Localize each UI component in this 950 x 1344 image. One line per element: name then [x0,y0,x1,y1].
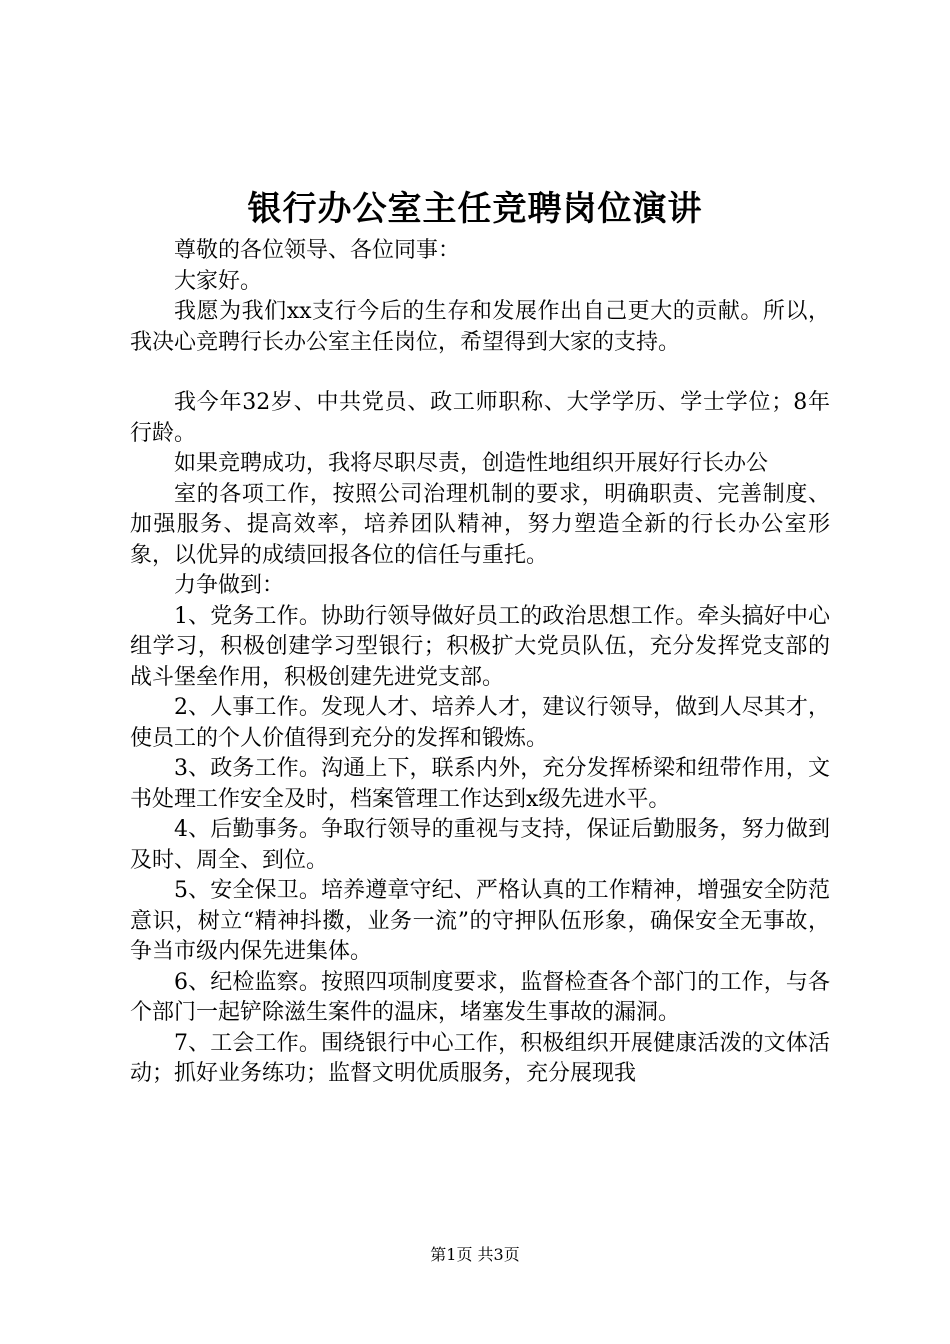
paragraph-item-6: 6、纪检监察。按照四项制度要求，监督检查各个部门的工作，与各个部门一起铲除滋生案件的温床，堵塞发生事故的漏洞。 [130,969,830,1025]
paragraph-item-5: 5、安全保卫。培养遵章守纪、严格认真的工作精神，增强安全防范意识，树立“精神抖擞，业务一流”的守押队伍形象，确保安全无事故，争当市级内保先进集体。 [130,878,830,964]
paragraph-profile: 我今年32岁、中共党员、政工师职称、大学学历、学士学位；8年行龄。 [130,390,830,446]
paragraph-item-7: 7、工会工作。围绕银行中心工作，积极组织开展健康活泼的文体活动；抓好业务练功；监督文明优质服务，充分展现我 [130,1030,830,1086]
document-body [130,236,830,1090]
page-footer: 第1页 共3页 [430,1245,520,1264]
document-title: 银行办公室主任竞聘岗位演讲 [247,189,703,229]
paragraph-item-4: 4、后勤事务。争取行领导的重视与支持，保证后勤服务，努力做到及时、周全、到位。 [130,817,830,873]
paragraph-goals-heading: 力争做到： [174,573,285,598]
paragraph-if-success: 如果竞聘成功，我将尽职尽责，创造性地组织开展好行长办公 [174,451,769,476]
blank-line [130,358,830,388]
paragraph-item-2: 2、人事工作。发现人才、培养人才，建议行领导，做到人尽其才，使员工的个人价值得到充分的发挥和锻炼。 [130,695,830,751]
paragraph-item-3: 3、政务工作。沟通上下，联系内外，充分发挥桥梁和纽带作用，文书处理工作安全及时，档案管理工作达到x级先进水平。 [130,756,830,812]
paragraph-office-work: 室的各项工作，按照公司治理机制的要求，明确职责、完善制度、加强服务、提高效率，培养团队精神，努力塑造全新的行长办公室形象，以优异的成绩回报各位的信任与重托。 [130,481,830,568]
paragraph-intent: 我愿为我们xx支行今后的生存和发展作出自己更大的贡献。所以，我决心竞聘行长办公室主任岗位，希望得到大家的支持。 [130,299,830,355]
salutation: 尊敬的各位领导、各位同事： [174,238,461,263]
paragraph-item-1: 1、党务工作。协助行领导做好员工的政治思想工作。牵头搞好中心组学习，积极创建学习型银行；积极扩大党员队伍，充分发挥党支部的战斗堡垒作用，积极创建先进党支部。 [130,603,830,690]
greeting: 大家好。 [174,268,263,294]
